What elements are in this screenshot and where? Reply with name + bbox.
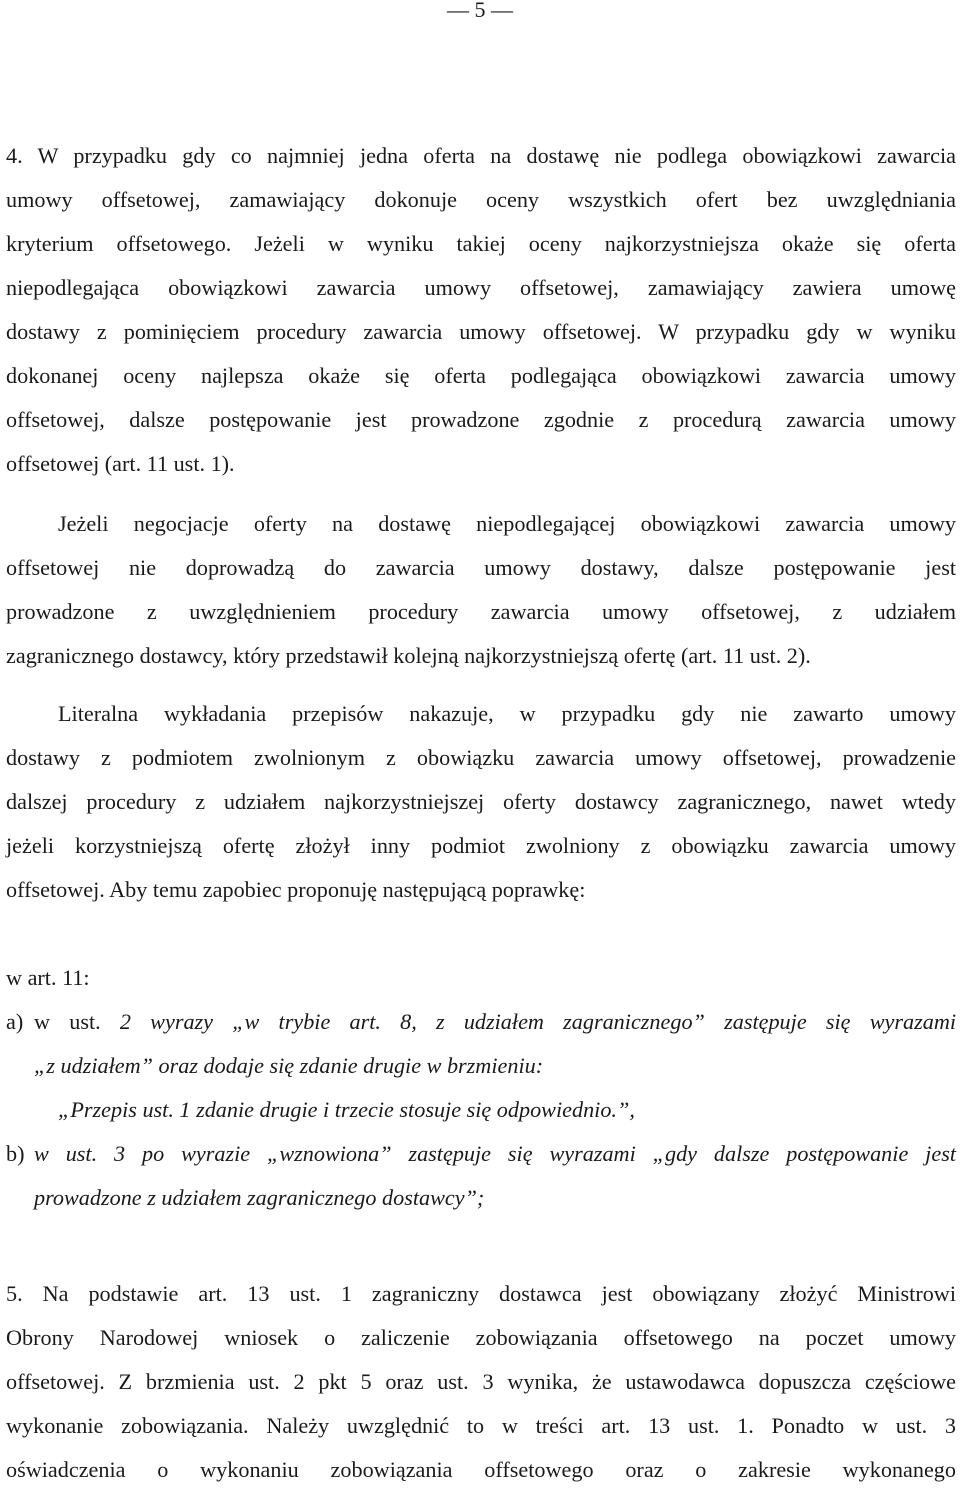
- section-5: [6, 1272, 956, 1492]
- section-4-line: umowy offsetowej, zamawiający dokonuje oceny wszystkich ofert bez uwzględniania: [6, 187, 956, 212]
- section-4-line: niepodlegająca obowiązkowi zawarcia umowy offsetowej, zamawiający zawiera umowę: [6, 275, 956, 300]
- page-number: — 5 —: [447, 0, 513, 22]
- amendment-a-line1: [34, 1000, 956, 1044]
- amendment-a-prefix: w ust.: [34, 1009, 101, 1034]
- paragraph-line: jeżeli korzystniejszą ofertę złożył inny podmiot zwolniony z obowiązku zawarcia umowy: [6, 833, 956, 858]
- amendment-b-line1: w ust. 3 po wyrazie „wznowiona” zastępuje się wyrazami „gdy dalsze postępowanie jest: [34, 1141, 956, 1166]
- amendment-heading: w art. 11:: [6, 965, 90, 990]
- amendment: [6, 956, 956, 1220]
- amendment-b-line2: prowadzone z udziałem zagranicznego dostawcy”;: [34, 1185, 485, 1210]
- item-label: b): [6, 1141, 25, 1166]
- section-5-line: Obrony Narodowej wniosek o zaliczenie zobowiązania offsetowego na poczet umowy: [6, 1325, 956, 1350]
- paragraph-line: Jeżeli negocjacje oferty na dostawę niepodlegającej obowiązkowi zawarcia umowy: [58, 511, 956, 536]
- amendment-a-line3: „Przepis ust. 1 zdanie drugie i trzecie stosuje się odpowiednio.”,: [58, 1097, 635, 1122]
- section-5-line: 5. Na podstawie art. 13 ust. 1 zagraniczny dostawca jest obowiązany złożyć Ministrowi: [6, 1281, 956, 1306]
- section-4-line: dokonanej oceny najlepsza okaże się oferta podlegająca obowiązkowi zawarcia umowy: [6, 363, 956, 388]
- paragraph-line: offsetowej nie doprowadzą do zawarcia umowy dostawy, dalsze postępowanie jest: [6, 555, 956, 580]
- section-4-line: 4. W przypadku gdy co najmniej jedna oferta na dostawę nie podlega obowiązkowi zawarcia: [6, 143, 956, 168]
- document-body: [6, 134, 956, 1492]
- amendment-a-text: 2 wyrazy „w trybie art. 8, z udziałem zagranicznego” zastępuje się wyrazami: [119, 1009, 957, 1034]
- paragraph-line: dalszej procedury z udziałem najkorzystniejszej oferty dostawcy zagranicznego, nawet wtedy: [6, 789, 956, 814]
- amendment-a-line2: „z udziałem” oraz dodaje się zdanie drugie w brzmieniu:: [34, 1053, 544, 1078]
- paragraph-line: offsetowej. Aby temu zapobiec proponuję następującą poprawkę:: [6, 877, 586, 902]
- section-4-line: kryterium offsetowego. Jeżeli w wyniku takiej oceny najkorzystniejsza okaże się oferta: [6, 231, 956, 256]
- paragraph-line: dostawy z podmiotem zwolnionym z obowiązku zawarcia umowy offsetowej, prowadzenie: [6, 745, 956, 770]
- section-4-line: offsetowej, dalsze postępowanie jest prowadzone zgodnie z procedurą zawarcia umowy: [6, 407, 956, 432]
- amendment-item-a: [6, 1000, 956, 1044]
- paragraph-negocjacje: [6, 502, 956, 678]
- amendment-item-b: [6, 1132, 956, 1176]
- paragraph-line: prowadzone z uwzględnieniem procedury zawarcia umowy offsetowej, z udziałem: [6, 599, 956, 624]
- paragraph-line: Literalna wykładania przepisów nakazuje, w przypadku gdy nie zawarto umowy: [58, 701, 956, 726]
- section-5-line: oświadczenia o wykonaniu zobowiązania offsetowego oraz o zakresie wykonanego: [6, 1457, 956, 1482]
- paragraph-literalna: [6, 692, 956, 912]
- section-4-line: offsetowej (art. 11 ust. 1).: [6, 451, 235, 476]
- section-5-line: offsetowej. Z brzmienia ust. 2 pkt 5 oraz ust. 3 wynika, że ustawodawca dopuszcza częściowe: [6, 1369, 956, 1394]
- section-4-line: dostawy z pominięciem procedury zawarcia umowy offsetowej. W przypadku gdy w wyniku: [6, 319, 956, 344]
- paragraph-line: zagranicznego dostawcy, który przedstawił kolejną najkorzystniejszą ofertę (art. 11 ust. 2).: [6, 643, 811, 668]
- section-5-line: wykonanie zobowiązania. Należy uwzględnić to w treści art. 13 ust. 1. Ponadto w ust. 3: [6, 1413, 956, 1438]
- item-label: a): [6, 1009, 24, 1034]
- section-4: [6, 134, 956, 486]
